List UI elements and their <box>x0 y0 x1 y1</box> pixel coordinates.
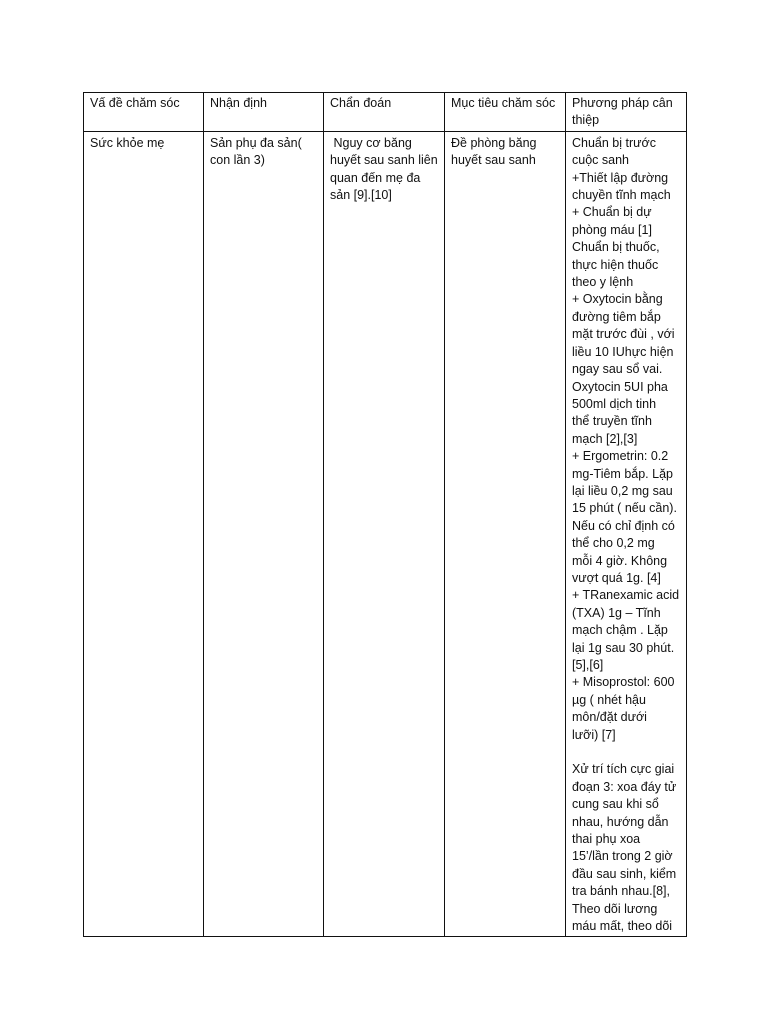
intervention-line: 15’/lần trong 2 giờ <box>572 849 673 864</box>
nursing-care-plan-table <box>83 92 687 937</box>
intervention-line: Nếu có chỉ định có <box>572 518 675 533</box>
intervention-line: thể cho 0,2 mg <box>572 536 655 551</box>
intervention-line: mặt trước đùi , với <box>572 327 675 342</box>
intervention-line: 15 phút ( nếu cần). <box>572 501 677 516</box>
intervention-line: đường tiêm bắp <box>572 309 661 324</box>
intervention-line: mg-Tiêm bắp. Lặp <box>572 466 673 481</box>
intervention-blank-line <box>572 744 681 761</box>
intervention-line: + Ergometrin: 0.2 <box>572 449 669 464</box>
header-diagnosis: Chẩn đoán <box>324 93 445 132</box>
intervention-line: 500ml dịch tinh <box>572 396 657 411</box>
intervention-line: thực hiện thuốc <box>572 257 659 272</box>
intervention-line: cuộc sanh <box>572 153 629 168</box>
intervention-line: theo y lệnh <box>572 275 634 290</box>
header-assessment: Nhận định <box>204 93 324 132</box>
intervention-line: mạch [2],[3] <box>572 431 638 446</box>
intervention-line: + Misoprostol: 600 <box>572 675 675 690</box>
intervention-line: liều 10 IUhực hiện <box>572 344 674 359</box>
header-care-issue: Vấ đề chăm sóc <box>84 93 204 132</box>
intervention-line: thai phụ xoa <box>572 832 641 847</box>
intervention-line: Oxytocin 5UI pha <box>572 379 668 394</box>
intervention-line: Xử trí tích cực giai <box>572 762 675 777</box>
intervention-line: phòng máu [1] <box>572 222 652 237</box>
intervention-line: ngay sau sổ vai. <box>572 362 663 377</box>
intervention-line: + TRanexamic acid <box>572 588 680 603</box>
intervention-line: mạch chậm . Lặp <box>572 623 668 638</box>
table-header-row <box>84 93 687 132</box>
intervention-line: nhau, hướng dẫn <box>572 814 669 829</box>
cell-care-issue: Sức khỏe mẹ <box>84 131 204 937</box>
header-care-goal: Mục tiêu chăm sóc <box>445 93 566 132</box>
intervention-line: Chuẩn bị thuốc, <box>572 240 660 255</box>
intervention-line: +Thiết lập đường <box>572 170 669 185</box>
intervention-line: đoạn 3: xoa đáy tử <box>572 779 677 794</box>
intervention-line: chuyền tĩnh mạch <box>572 188 671 203</box>
intervention-line: môn/đặt dưới <box>572 710 647 725</box>
intervention-line: + Oxytocin bằng <box>572 292 663 307</box>
cell-assessment: Sản phụ đa sản( con lần 3) <box>204 131 324 937</box>
intervention-line: lại liều 0,2 mg sau <box>572 483 673 498</box>
intervention-line: vượt quá 1g. [4] <box>572 570 661 585</box>
header-intervention: Phương pháp cân thiệp <box>566 93 687 132</box>
intervention-line: µg ( nhét hậu <box>572 692 646 707</box>
intervention-line: + Chuẩn bị dự <box>572 205 652 220</box>
intervention-line: máu mất, theo dõi <box>572 919 673 934</box>
intervention-line: tra bánh nhau.[8], <box>572 884 670 899</box>
intervention-line: lưỡi) [7] <box>572 727 616 742</box>
cell-diagnosis: Nguy cơ băng huyết sau sanh liên quan đến mẹ đa sản [9].[10] <box>324 131 445 937</box>
table-row <box>84 131 687 937</box>
intervention-line: Theo dõi lương <box>572 901 658 916</box>
intervention-text <box>572 135 681 936</box>
intervention-line: đầu sau sinh, kiểm <box>572 866 677 881</box>
intervention-line: Chuẩn bị trước <box>572 135 656 150</box>
intervention-line: thể truyền tĩnh <box>572 414 652 429</box>
cell-intervention <box>566 131 687 937</box>
cell-care-goal: Đề phòng băng huyết sau sanh <box>445 131 566 937</box>
intervention-line: cung sau khi sổ <box>572 797 659 812</box>
intervention-line: mỗi 4 giờ. Không <box>572 553 668 568</box>
intervention-line: [5],[6] <box>572 658 604 672</box>
intervention-line: (TXA) 1g – Tĩnh <box>572 605 661 620</box>
intervention-line: lại 1g sau 30 phút. <box>572 640 675 655</box>
